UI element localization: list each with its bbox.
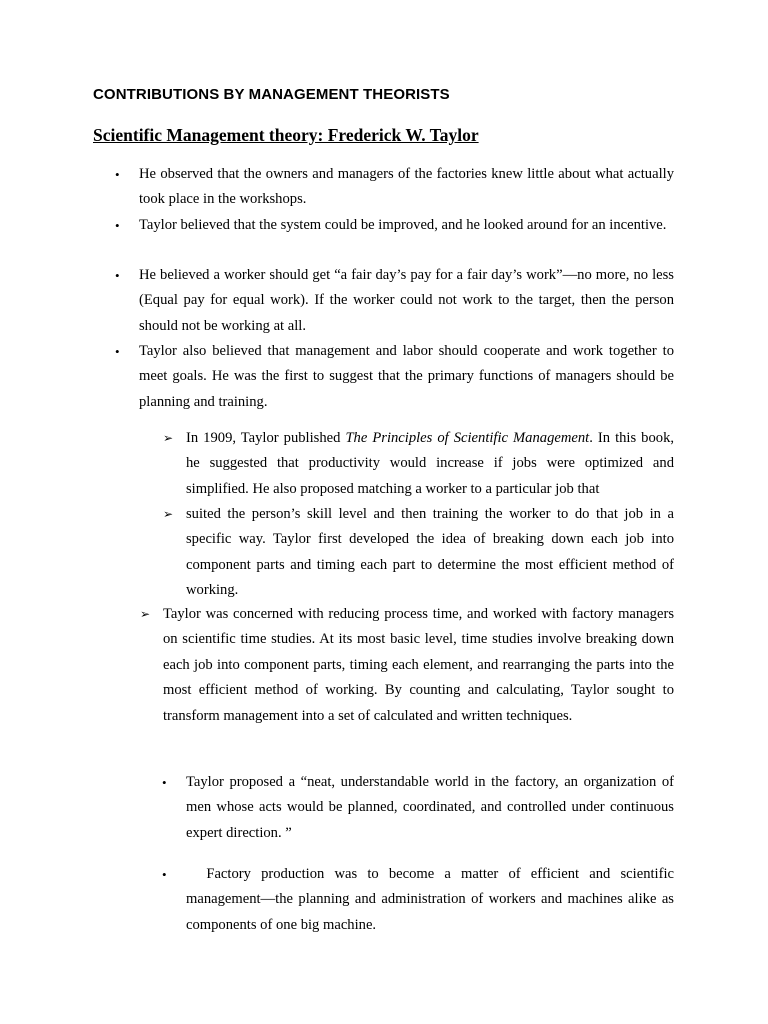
bullet-item	[115, 339, 674, 415]
bullet-marker: •	[115, 167, 120, 182]
bullet-item	[115, 263, 674, 339]
arrow-text-after: . In this book, he suggested that productivity would increase if jobs were optimized and simplified. He also proposed matching a worker to a particular job that	[186, 430, 675, 497]
bullet-text: He observed that the owners and managers of the factories knew little about what actually took place in the workshops.	[139, 166, 674, 208]
arrow-text: suited the person’s skill level and then training the worker to do that job in a specific way. Taylor first developed the idea of breaking down each job into component parts and timing each part to determine the most efficient method of working.	[186, 506, 674, 599]
bullet-text: Factory production was to become a matter of efficient and scientific management—the planning and administration of workers and machines alike as components of one big machine.	[186, 866, 678, 933]
arrow-marker: ➢	[140, 607, 151, 621]
arrow-text-before: In 1909, Taylor published	[186, 430, 346, 446]
bullet-marker: •	[162, 775, 167, 790]
arrow-marker: ➢	[163, 507, 174, 521]
arrow-marker: ➢	[163, 431, 174, 445]
bullet-text: Taylor also believed that management and labor should cooperate and work together to meet goals. He was the first to suggest that the primary functions of managers should be planning and training.	[139, 343, 674, 410]
bullet-marker: •	[115, 218, 120, 233]
bullet-marker: •	[115, 268, 120, 283]
page-heading: CONTRIBUTIONS BY MANAGEMENT THEORISTS	[93, 86, 450, 103]
bullet-marker: •	[115, 344, 120, 359]
section-title: Scientific Management theory: Frederick W. Taylor	[93, 125, 479, 145]
bullet-text: Taylor proposed a “neat, understandable world in the factory, an organization of men whose acts would be planned, coordinated, and controlled under continuous expert direction. ”	[186, 774, 674, 841]
bullet-text: Taylor believed that the system could be improved, and he looked around for an incentive.	[139, 217, 667, 233]
book-title: The Principles of Scientific Management	[345, 430, 590, 446]
bullet-item	[162, 862, 678, 938]
bullet-marker: •	[162, 867, 167, 882]
arrow-item	[163, 502, 674, 604]
arrow-text: Taylor was concerned with reducing process time, and worked with factory managers on scientific time studies. At its most basic level, time studies involve breaking down each job into component parts, timing each element, and rearranging the parts into the most efficient method of working. By counting and calculating, Taylor sought to transform management into a set of calculated and written techniques.	[163, 606, 674, 724]
bullet-item	[115, 162, 674, 213]
bullet-item	[162, 770, 674, 846]
arrow-item	[163, 426, 675, 502]
arrow-item	[140, 602, 674, 729]
bullet-item	[115, 213, 674, 238]
bullet-text: He believed a worker should get “a fair day’s pay for a fair day’s work”—no more, no less (Equal pay for equal work). If the worker could not work to the target, then the person should not be working at all.	[139, 267, 674, 334]
